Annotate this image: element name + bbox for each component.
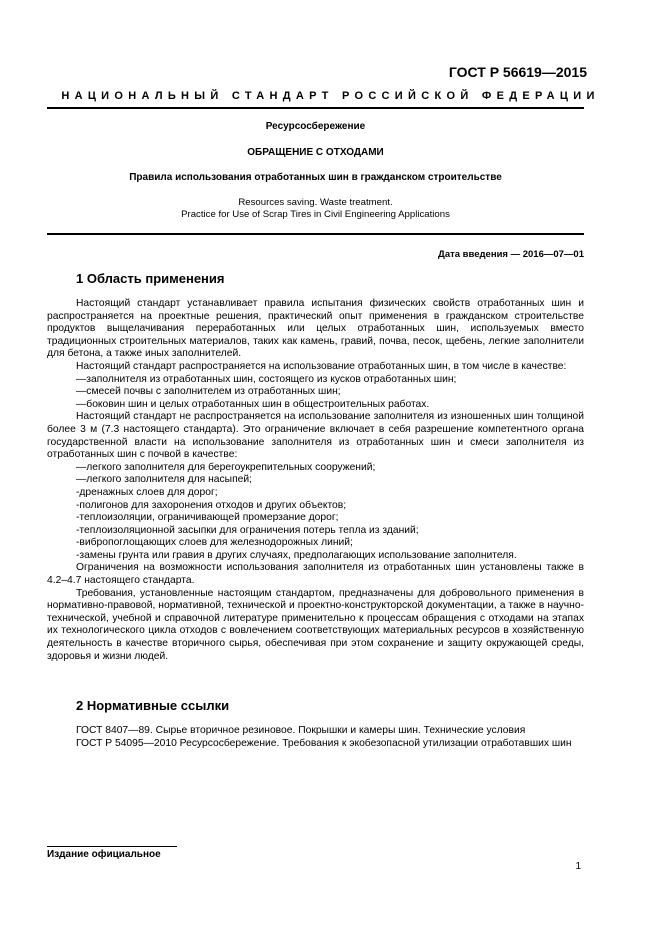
title-english-line2: Practice for Use of Scrap Tires in Civil Engineering Applications [181, 209, 450, 220]
official-edition-label: Издание официальное [47, 849, 161, 860]
footer-divider [47, 846, 177, 847]
list-item: -полигонов для захоронения отходов и других объектов; [76, 499, 347, 511]
section2-body [47, 725, 584, 750]
reference-item: ГОСТ 8407—89. Сырье вторичное резиновое. Покрышки и камеры шин. Технические условия [76, 725, 526, 736]
list-item: —легкого заполнителя для берегоукрепительных сооружений; [76, 461, 376, 473]
reference-item: ГОСТ Р 54095—2010 Ресурсосбережение. Требования к экобезопасной утилизации отработавших шин [76, 737, 572, 749]
date-of-introduction: Дата введения — 2016—07—01 [438, 249, 584, 260]
section1-paragraph-1: Настоящий стандарт устанавливает правила испытания физических свойств отработанных шин и распространяется на проектные решения, практический опыт применения в гражданском строительстве продуктов выщелачивания переработанных или целых отработанных шин, используемых вместо традиционных строительных материалов, таких как камень, гравий, почва, песок, щебень, легкие заполнители для бетона, а также иных заполнителей. [47, 298, 584, 360]
list-item: —заполнителя из отработанных шин, состоящего из кусков отработанных шин; [76, 373, 457, 385]
page-number: 1 [575, 861, 581, 872]
section1-heading: 1 Область применения [76, 271, 225, 286]
title-english-line1: Resources saving. Waste treatment. [238, 197, 393, 208]
list-item: -вибропоглощающих слоев для железнодорожных линий; [76, 537, 353, 549]
national-standard-banner: НАЦИОНАЛЬНЫЙ СТАНДАРТ РОССИЙСКОЙ ФЕДЕРАЦИИ [61, 90, 600, 102]
section1-paragraph-3: Настоящий стандарт не распространяется на использование заполнителя из изношенных шин толщиной более 3 м (7.3 настоящего стандарта). Это ограничение включает в себя разрешение компетентного органа государственной власти на использование заполнителя из отработанных шин и смеси заполнителя из отработанных шин с почвой в качестве: [47, 411, 584, 461]
list-item: —смесей почвы с заполнителем из отработанных шин; [76, 386, 341, 398]
title-category: Ресурсосбережение [265, 121, 366, 132]
title-subtitle: Правила использования отработанных шин в гражданском строительстве [129, 172, 502, 183]
section1-body [47, 298, 584, 663]
title-main: ОБРАЩЕНИЕ С ОТХОДАМИ [247, 147, 384, 158]
section1-paragraph-4: Ограничения на возможности использования заполнителя из отработанных шин установлены также в 4.2–4.7 настоящего стандарта. [47, 562, 584, 587]
list-item: —легкого заполнителя для насыпей; [76, 474, 252, 486]
section1-paragraph-5: Требования, установленные настоящим стандартом, предназначены для добровольного применения в нормативно-правовой, нормативной, технической и проектно-конструкторской документации, а также в научно-технической, учебной и справочной литературе применительно к процессам обращения с отходами на этапах их технологического цикла отходов с вовлечением соответствующих материальных ресурсов в хозяйственную деятельность в качестве вторичного сырья, обеспечивая при этом сохранение и защиту окружающей среды, здоровья и жизни людей. [47, 587, 584, 662]
top-divider [47, 107, 584, 109]
section1-paragraph-2: Настоящий стандарт распространяется на использование отработанных шин, в том числе в качестве: [76, 360, 567, 372]
mid-divider [47, 233, 584, 235]
list-item: -теплоизоляционной засыпки для ограничения потерь тепла из зданий; [76, 524, 419, 536]
list-item: -дренажных слоев для дорог; [76, 486, 218, 498]
list-item: —боковин шин и целых отработанных шин в общестроительных работах. [76, 398, 430, 410]
list-item: -теплоизоляции, ограничивающей промерзание дорог; [76, 512, 339, 524]
section2-heading: 2 Нормативные ссылки [76, 698, 230, 713]
gost-number: ГОСТ Р 56619—2015 [448, 64, 587, 80]
list-item: -замены грунта или гравия в других случаях, предполагающих использование заполнителя. [76, 549, 517, 561]
